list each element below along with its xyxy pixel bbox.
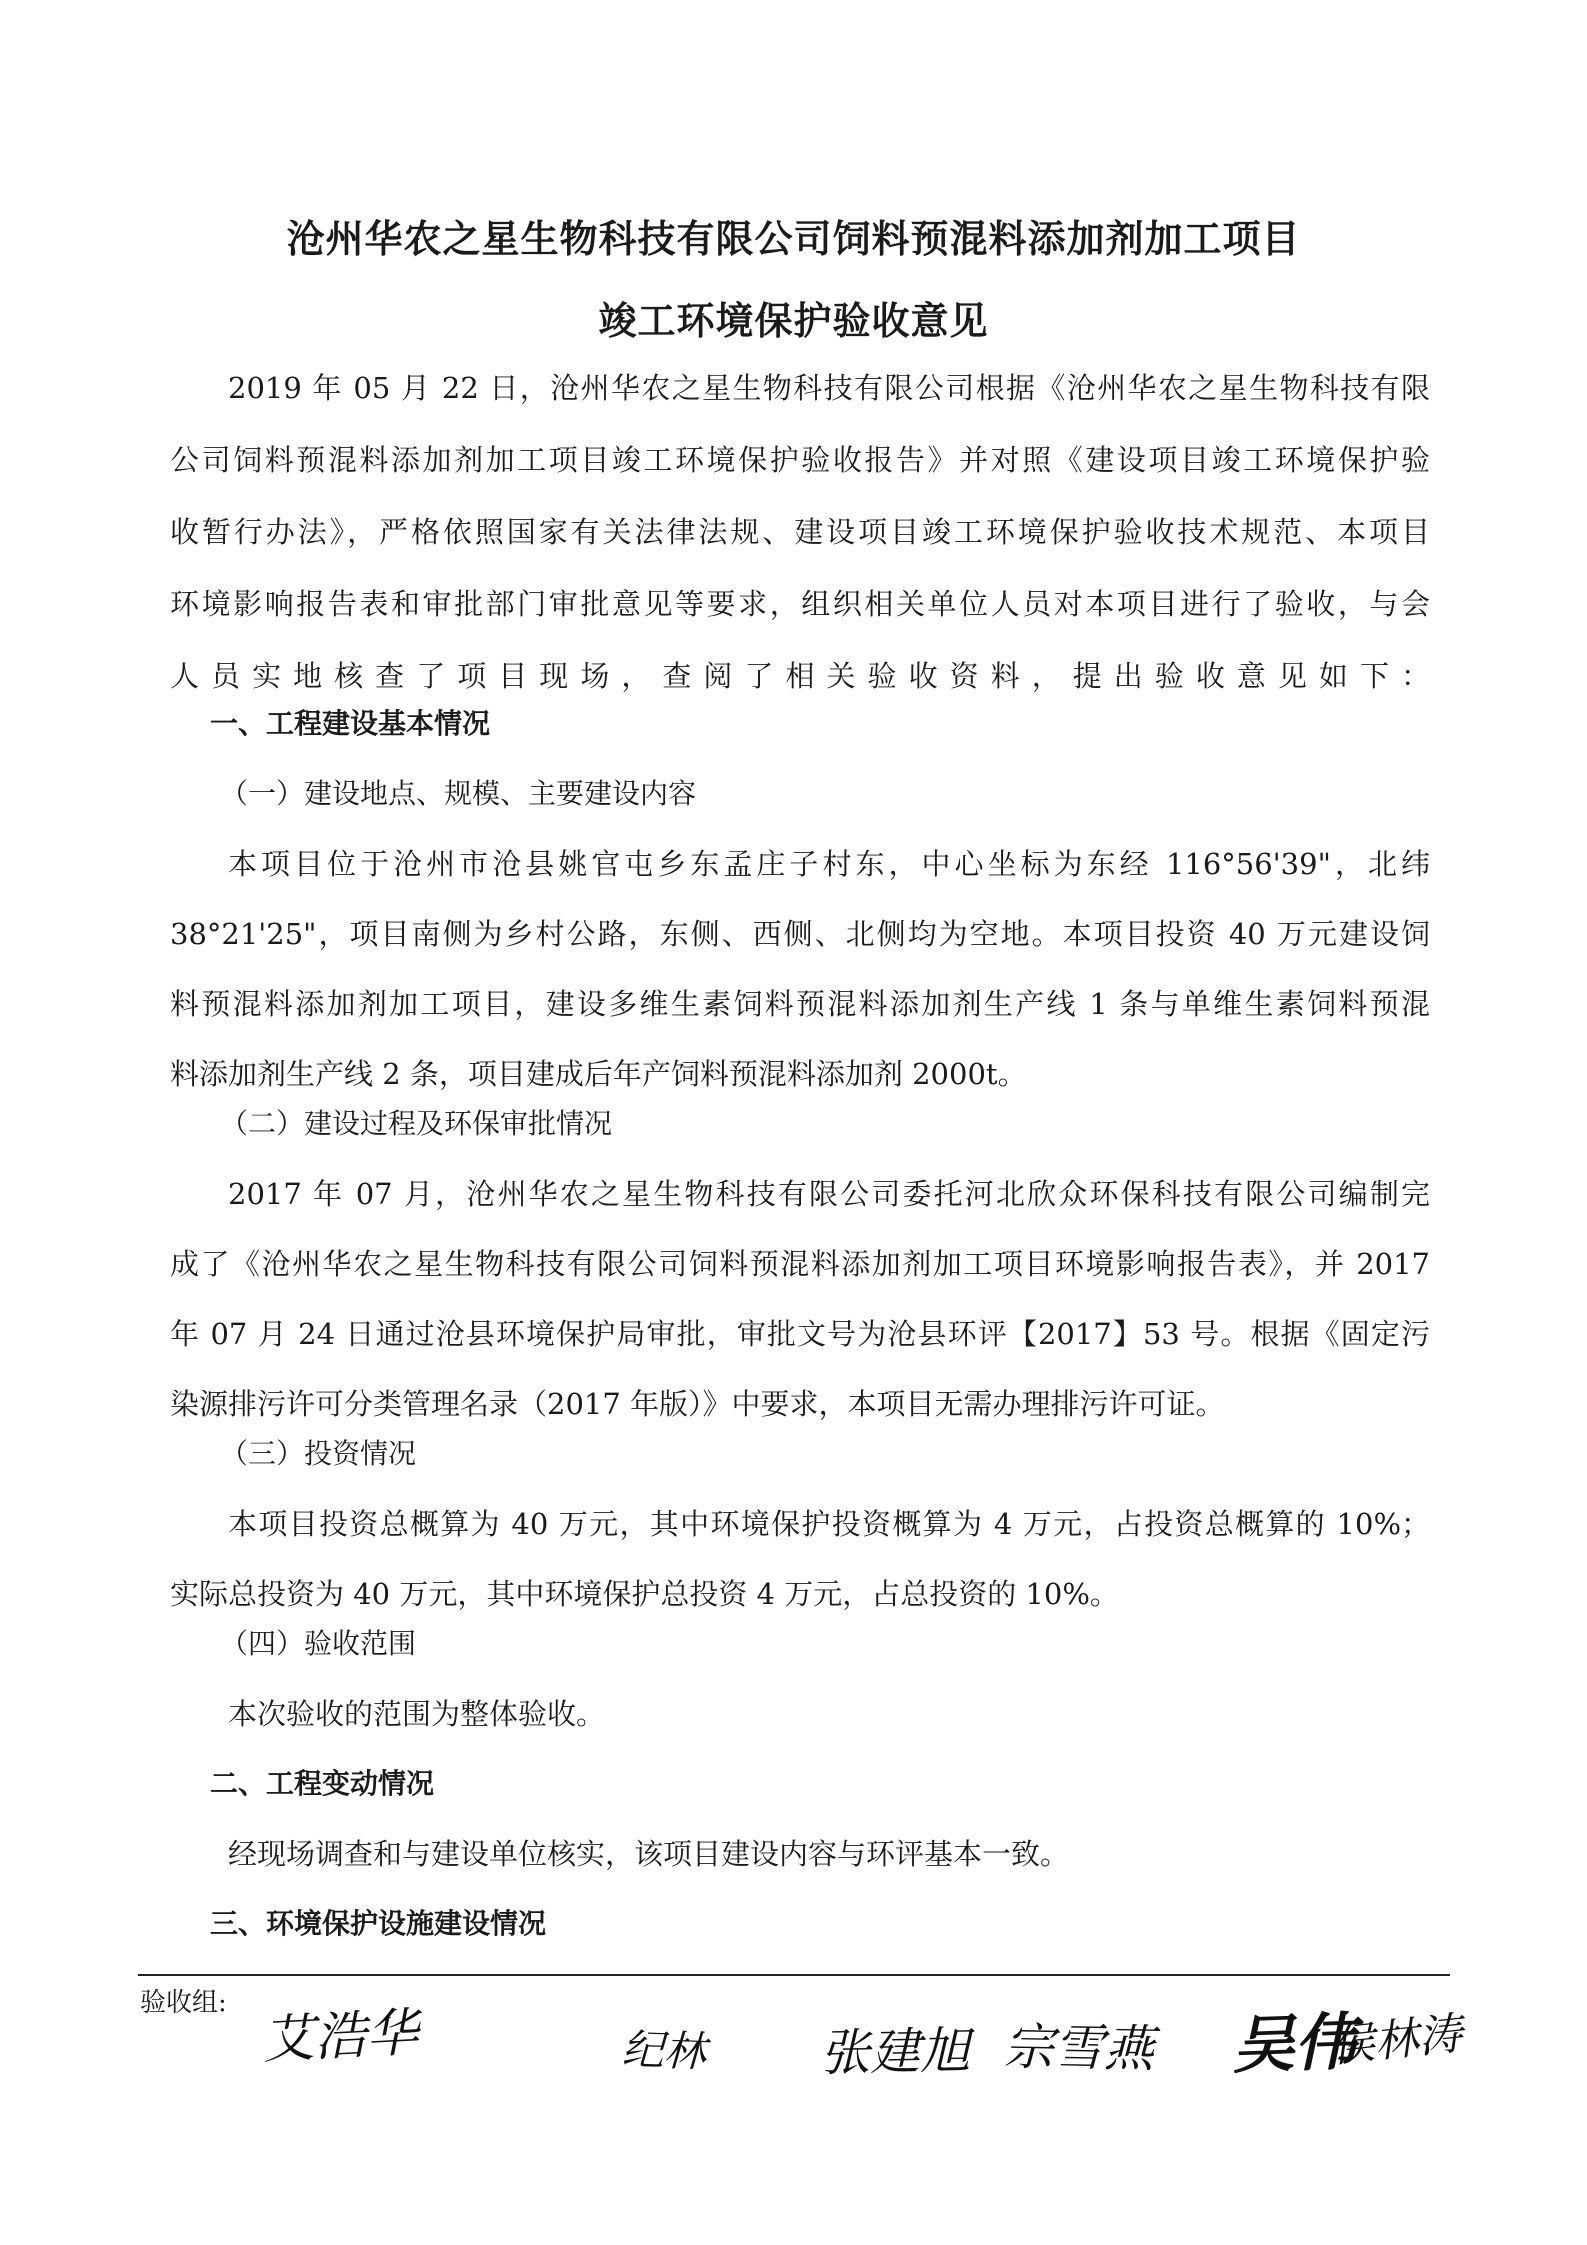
signature-3: 张建旭 bbox=[819, 2021, 971, 2083]
subsection-3-line-1: 本项目投资总概算为 40 万元，其中环境保护投资概算为 4 万元，占投资总概算的 10%； bbox=[228, 1507, 1430, 1541]
subsection-1-line-3: 料预混料添加剂加工项目，建设多维生素饲料预混料添加剂生产线 1 条与单维生素饲料预混 bbox=[170, 987, 1430, 1021]
document-title-line-2: 竣工环境保护验收意见 bbox=[598, 299, 989, 343]
intro-line-4: 环境影响报告表和审批部门审批意见等要求，组织相关单位人员对本项目进行了验收，与会 bbox=[170, 587, 1430, 621]
intro-line-2: 公司饲料预混料添加剂加工项目竣工环境保护验收报告》并对照《建设项目竣工环境保护验 bbox=[170, 443, 1430, 477]
signature-1: 艾浩华 bbox=[260, 2002, 420, 2072]
signature-5: 吴伟 bbox=[1230, 2004, 1358, 2083]
signature-4: 宗雪燕 bbox=[1003, 2017, 1155, 2079]
subsection-1-line-2: 38°21'25"，项目南侧为乡村公路，东侧、西侧、北侧均为空地。本项目投资 40 万元建设饲 bbox=[170, 917, 1430, 951]
subsection-1-heading: （一）建设地点、规模、主要建设内容 bbox=[220, 777, 697, 810]
subsection-2-line-4: 染源排污许可分类管理名录（2017 年版）》中要求，本项目无需办理排污许可证。 bbox=[170, 1387, 1225, 1421]
document-title-line-1: 沧州华农之星生物科技有限公司饲料预混料添加剂加工项目 bbox=[286, 217, 1301, 261]
subsection-3-line-2: 实际总投资为 40 万元，其中环境保护总投资 4 万元，占总投资的 10%。 bbox=[170, 1577, 1119, 1611]
section-1-heading: 一、工程建设基本情况 bbox=[210, 707, 491, 740]
intro-line-3: 收暂行办法》，严格依照国家有关法律法规、建设项目竣工环境保护验收技术规范、本项目 bbox=[170, 515, 1430, 549]
intro-line-1: 2019 年 05 月 22 日，沧州华农之星生物科技有限公司根据《沧州华农之星生物科技有限 bbox=[228, 371, 1430, 405]
subsection-2-heading: （二）建设过程及环保审批情况 bbox=[220, 1107, 613, 1140]
subsection-4-heading: （四）验收范围 bbox=[220, 1627, 417, 1660]
signature-6: 侯林涛 bbox=[1328, 2008, 1465, 2073]
section-2-line-1: 经现场调查和与建设单位核实，该项目建设内容与环评基本一致。 bbox=[228, 1837, 1070, 1871]
intro-line-5: 人员实地核查了项目现场，查阅了相关验收资料，提出验收意见如下： bbox=[170, 659, 1430, 693]
subsection-2-line-1: 2017 年 07 月，沧州华农之星生物科技有限公司委托河北欣众环保科技有限公司编制完 bbox=[228, 1177, 1430, 1211]
subsection-1-line-4: 料添加剂生产线 2 条，项目建成后年产饲料预混料添加剂 2000t。 bbox=[170, 1057, 1027, 1091]
signature-divider bbox=[138, 1974, 1450, 1976]
section-2-heading: 二、工程变动情况 bbox=[210, 1767, 435, 1800]
section-3-heading: 三、环境保护设施建设情况 bbox=[210, 1907, 547, 1940]
subsection-2-line-3: 年 07 月 24 日通过沧县环境保护局审批，审批文号为沧县环评【2017】53 号。根据《固定污 bbox=[170, 1317, 1430, 1351]
subsection-4-line-1: 本次验收的范围为整体验收。 bbox=[228, 1697, 606, 1731]
subsection-1-line-1: 本项目位于沧州市沧县姚官屯乡东孟庄子村东，中心坐标为东经 116°56'39"，北纬 bbox=[228, 847, 1430, 881]
signature-label: 验收组: bbox=[140, 1988, 227, 2018]
subsection-2-line-2: 成了《沧州华农之星生物科技有限公司饲料预混料添加剂加工项目环境影响报告表》，并 2017 bbox=[170, 1247, 1430, 1281]
signature-2: 纪林 bbox=[621, 2024, 707, 2077]
subsection-3-heading: （三）投资情况 bbox=[220, 1437, 417, 1470]
